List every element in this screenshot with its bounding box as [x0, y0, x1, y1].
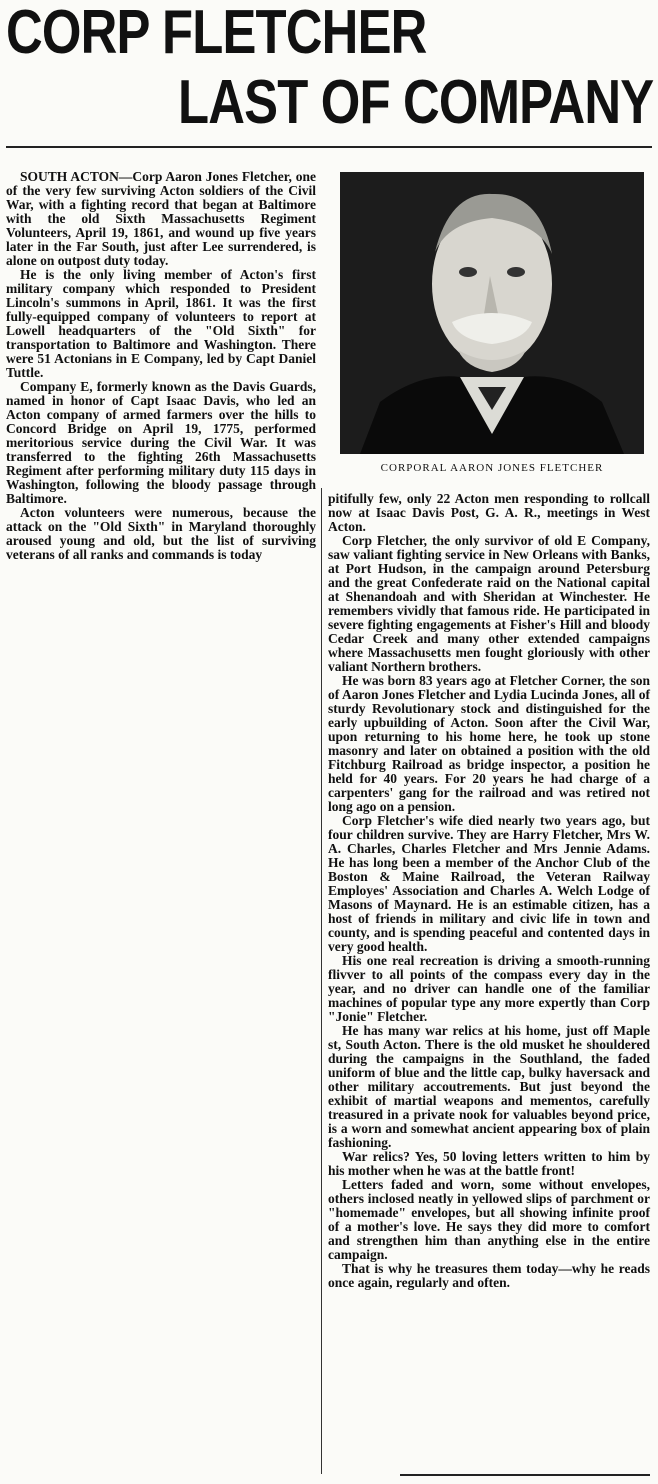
article-paragraph: His one real recreation is driving a smooth-running flivver to all points of the compass every day in the year, and no driver can handle one of the familiar machines of popular type any more expertly than Corp "Jonie" Fletcher. [328, 953, 650, 1024]
end-rule [400, 1474, 650, 1476]
headline-rule [6, 146, 652, 148]
article-paragraph: He is the only living member of Acton's first military company which responded to President Lincoln's summons in April, 1861. It was the first fully-equipped company of volunteers to report at Lowell headquarters of the "Old Sixth" for transportation to Baltimore and Washington. There were 51 Actonians in E Company, led by Capt Daniel Tuttle. [6, 267, 316, 380]
article-paragraph: Corp Fletcher, the only survivor of old E Company, saw valiant fighting service in New Orleans with Banks, at Port Hudson, in the campaign around Petersburg and the great Confederate raid on the National capital at Shenandoah and with Sheridan at Winchester. He remembers vividly that famous ride. He participated in severe fighting engagements at Fisher's Hill and bloody Cedar Creek and many other extended campaigns where Massachusetts men fought gloriously with other valiant Northern brothers. [328, 533, 650, 674]
article-paragraph: Letters faded and worn, some without envelopes, others inclosed neatly in yellowed slips of parchment or "homemade" envelopes, but all showing infinite proof of a mother's love. He says they did more to comfort and strengthen him than anything else in the entire campaign. [328, 1177, 650, 1262]
article-paragraph: SOUTH ACTON—Corp Aaron Jones Fletcher, one of the very few surviving Acton soldiers of the Civil War, with a fighting record that began at Baltimore with the old Sixth Massachusetts Regiment Volunteers, April 19, 1861, and wound up five years later in the Far South, just after Lee surrendered, is alone on outpost duty today. [6, 169, 316, 268]
article-paragraph: Company E, formerly known as the Davis Guards, named in honor of Capt Isaac Davis, who led an Acton company of armed farmers over the hills to Concord Bridge on April 19, 1775, performed meritorious service during the Civil War. It was transferred to the fighting 26th Massachusetts Regiment after performing military duty 115 days in Washington, following the bloody passage through Baltimore. [6, 379, 316, 506]
portrait-photo [340, 172, 644, 454]
article-column-left [6, 170, 316, 562]
article-paragraph: Corp Fletcher's wife died nearly two years ago, but four children survive. They are Harry Fletcher, Mrs W. A. Charles, Charles Fletcher and Mrs Jennie Adams. He has long been a member of the Anchor Club of the Boston & Maine Railroad, the Veteran Railway Employes' Association and Charles A. Welch Lodge of Masons of Maynard. He is an estimable citizen, has a host of friends in military and civic life in town and county, and is spending peaceful and contented days in very good health. [328, 813, 650, 954]
column-divider [321, 488, 322, 1474]
article-paragraph: He was born 83 years ago at Fletcher Corner, the son of Aaron Jones Fletcher and Lydia Lucinda Jones, all of sturdy Revolutionary stock and distinguished for the early upbuilding of Acton. Soon after the Civil War, upon returning to his home here, he took up stone masonry and later on obtained a position with the old Fitchburg Railroad as bridge inspector, a position he held for 40 years. For 20 years he had charge of a carpenters' gang for the railroad and was retired not long ago on a pension. [328, 673, 650, 814]
headline-line-2: LAST OF COMPANY [178, 68, 654, 137]
article-paragraph: That is why he treasures them today—why he reads once again, regularly and often. [328, 1261, 650, 1290]
article-paragraph: pitifully few, only 22 Acton men responding to rollcall now at Isaac Davis Post, G. A. R., meetings in West Acton. [328, 491, 650, 534]
article-paragraph: War relics? Yes, 50 loving letters written to him by his mother when he was at the battle front! [328, 1149, 650, 1178]
headline-line-1: CORP FLETCHER [6, 0, 427, 67]
article-paragraph: Acton volunteers were numerous, because the attack on the "Old Sixth" in Maryland thoroughly aroused young and old, but the list of surviving veterans of all ranks and commands is today [6, 505, 316, 562]
portrait-image [340, 172, 644, 454]
photo-caption: CORPORAL AARON JONES FLETCHER [380, 462, 604, 474]
article-column-right [328, 492, 650, 1290]
article-paragraph: He has many war relics at his home, just off Maple st, South Acton. There is the old musket he shouldered during the campaigns in the Southland, the faded uniform of blue and the little cap, bulky haversack and other military accoutrements. But just beyond the exhibit of martial weapons and mementos, carefully treasured in a private nook for valuables beyond price, is a worn and somewhat ancient appearing box of plain fashioning. [328, 1023, 650, 1150]
